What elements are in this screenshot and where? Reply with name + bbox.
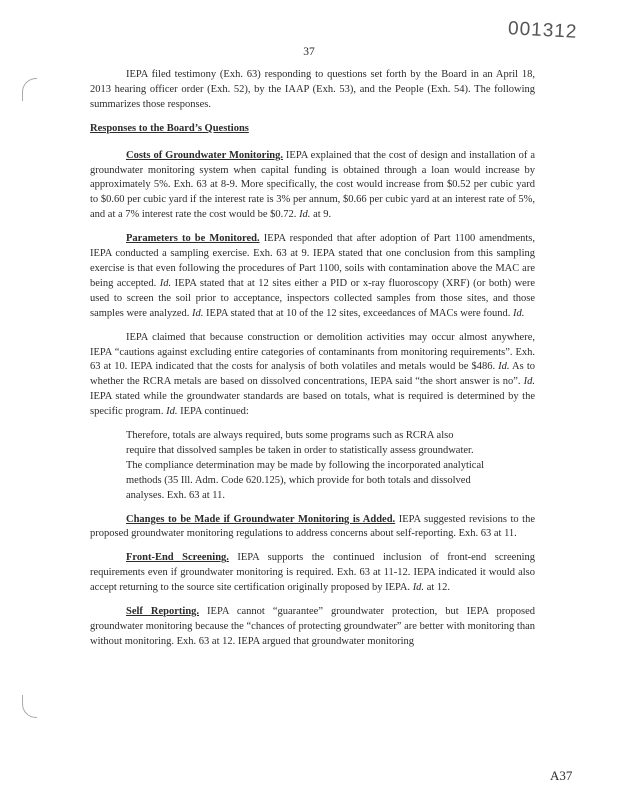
section-heading: Responses to the Board’s Questions — [90, 122, 249, 134]
heading-self-reporting: Self Reporting. — [126, 606, 200, 618]
margin-mark-top — [22, 78, 37, 101]
block-quote: Therefore, totals are always required, buts some programs such as RCRA also require that dissolved samples be taken in order to statistically assess groundwater. The compliance determination may be made by following the incorporated analytical methods (35 Ill. Adm. Code 620.125), which provide for both totals and dissolved analyses. Exh. 63 at 11. — [126, 430, 485, 501]
paragraph-front-end: Front-End Screening. IEPA supports the continued inclusion of front-end screening requirements even if groundwater monitoring is required. Exh. 63 at 11-12. IEPA indicated it would also accept returning to the source site certification originally proposed by IEPA. Id. at 12. — [90, 552, 535, 594]
exhibit-page-label: A37 — [550, 768, 573, 783]
paragraph-claimed: IEPA claimed that because construction or demolition activities may occur almost anywhere, IEPA “cautions against excluding entire categories of contaminants from monitoring requirements”. Exh. 63 at 10. IEPA indicated that the costs for analysis of both volatiles and metals would be $486. Id. As to whether the RCRA metals are based on dissolved concentrations, IEPA said “the short answer is no”. Id. IEPA stated while the groundwater standards are based on totals, what is required is determined by the specific program. Id. IEPA continued: — [90, 331, 535, 418]
bates-stamp: 001312 — [507, 18, 578, 43]
heading-changes: Changes to be Made if Groundwater Monitoring is Added. — [126, 513, 396, 525]
heading-costs: Costs of Groundwater Monitoring. — [126, 149, 283, 161]
heading-front-end: Front-End Screening. — [126, 552, 229, 564]
page-number: 37 — [303, 46, 315, 58]
document-body — [90, 68, 535, 659]
paragraph-changes: Changes to be Made if Groundwater Monitoring is Added. IEPA suggested revisions to the proposed groundwater monitoring regulations to address concerns about self-reporting. Exh. 63 at 11. — [90, 513, 536, 540]
intro-paragraph: IEPA filed testimony (Exh. 63) responding to questions set forth by the Board in an April 18, 2013 hearing officer order (Exh. 52), by the IAAP (Exh. 53), and the People (Exh. 54). The following summarizes those responses. — [90, 69, 535, 110]
paragraph-parameters: Parameters to be Monitored. IEPA responded that after adoption of Part 1100 amendments, IEPA conducted a sampling exercise. Exh. 63 at 9. IEPA stated that one conclusion from this sampling exercise is that even following the procedures of Part 1100, soils with contamination above the MAC are being accepted. Id. IEPA stated that at 12 sites either a PID or x-ray fluoroscopy (XRF) (or both) were used to screen the soil prior to acceptance, inspectors collected samples from those sites, and those samples were analyzed. Id. IEPA stated that at 10 of the 12 sites, exceedances of MACs were found. Id. — [90, 233, 535, 319]
paragraph-costs: Costs of Groundwater Monitoring. IEPA explained that the cost of design and installation of a groundwater monitoring system when capital funding is obtained through a loan would increase by approximately 5%. Exh. 63 at 8-9. More specifically, the cost would increase from $0.52 per cubic yard to $0.60 per cubic yard if the interest rate is 3% per annum, $0.66 per cubic yard at an interest rate of 5%, and at a 7% interest rate the cost would be $0.72. Id. at 9. — [90, 149, 535, 221]
margin-mark-bottom — [22, 695, 37, 718]
paragraph-self-reporting: Self Reporting. IEPA cannot “guarantee” groundwater protection, but IEPA proposed groundwater monitoring because the “chances of protecting groundwater” are better with monitoring than without monitoring. Exh. 63 at 12. IEPA argued that groundwater monitoring — [90, 606, 535, 647]
heading-parameters: Parameters to be Monitored. — [126, 233, 260, 245]
